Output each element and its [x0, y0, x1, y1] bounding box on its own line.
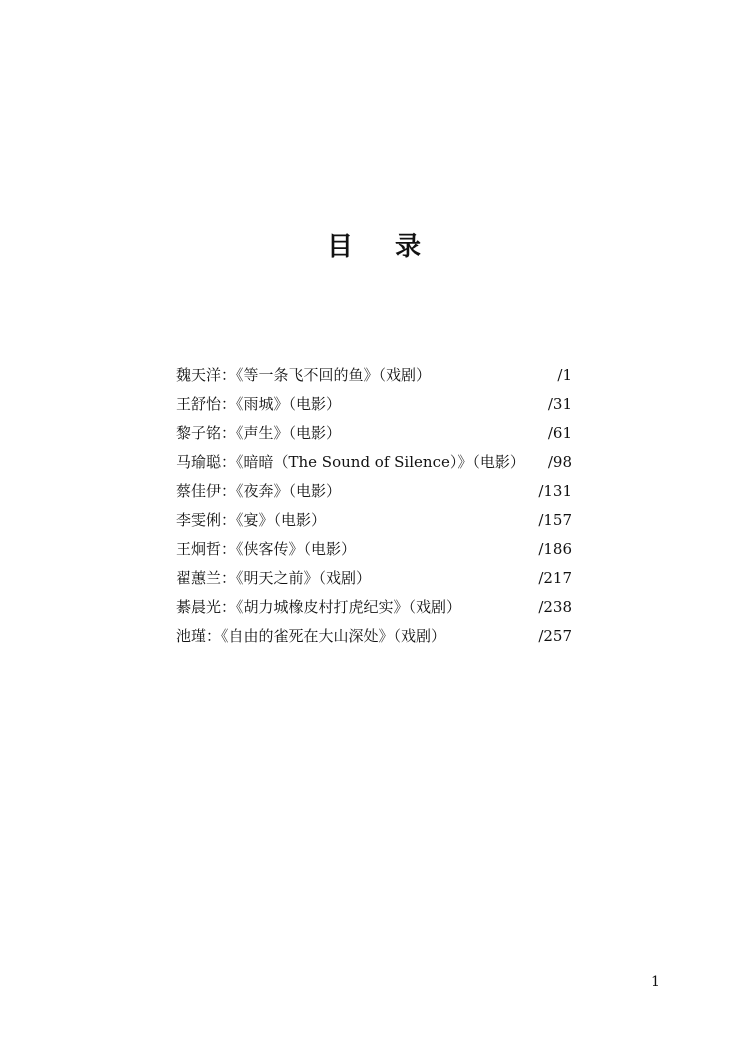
toc-entry-page: /131	[538, 482, 572, 500]
toc-row[interactable]	[176, 506, 572, 535]
toc-row[interactable]	[176, 448, 572, 477]
toc-entry-page: /31	[547, 395, 572, 413]
toc-entry-title: 黎子铭：《声生》（电影）	[176, 424, 342, 442]
toc-entry-title: 魏天洋：《等一条飞不回的鱼》（戏剧）	[176, 366, 432, 384]
toc-entry-title: 蔡佳伊：《夜奔》（电影）	[176, 482, 342, 500]
toc-entry-page: /186	[538, 540, 572, 558]
toc-entry-page: /98	[547, 453, 572, 471]
toc-entry-title: 王舒怡：《雨城》（电影）	[176, 395, 342, 413]
page-title	[0, 226, 750, 263]
toc-row[interactable]	[176, 622, 572, 651]
toc-row[interactable]	[176, 419, 572, 448]
toc-entry-title: 王炯哲：《侠客传》（电影）	[176, 540, 357, 558]
title-char-2: 录	[395, 232, 424, 262]
toc-entry-page: /157	[538, 511, 572, 529]
toc-row[interactable]	[176, 535, 572, 564]
toc-entry-title: 池瑾：《自由的雀死在大山深处》（戏剧）	[176, 627, 447, 645]
toc-entry-page: /1	[557, 366, 572, 384]
table-of-contents	[176, 361, 572, 651]
toc-entry-page: /217	[538, 569, 572, 587]
toc-entry-title: 綦晨光：《胡力城橡皮村打虎纪实》（戏剧）	[176, 598, 462, 616]
toc-entry-title: 马瑜聪：《暗暗（The Sound of Silence）》（电影）	[176, 453, 525, 471]
toc-row[interactable]	[176, 361, 572, 390]
toc-entry-page: /61	[547, 424, 572, 442]
toc-entry-page: /238	[538, 598, 572, 616]
toc-row[interactable]	[176, 564, 572, 593]
toc-row[interactable]	[176, 477, 572, 506]
title-char-1: 目	[326, 232, 355, 262]
toc-row[interactable]	[176, 390, 572, 419]
toc-entry-page: /257	[538, 627, 572, 645]
page-number: 1	[651, 974, 660, 990]
toc-row[interactable]	[176, 593, 572, 622]
toc-entry-title: 翟蕙兰：《明天之前》（戏剧）	[176, 569, 372, 587]
toc-entry-title: 李雯俐：《宴》（电影）	[176, 511, 327, 529]
